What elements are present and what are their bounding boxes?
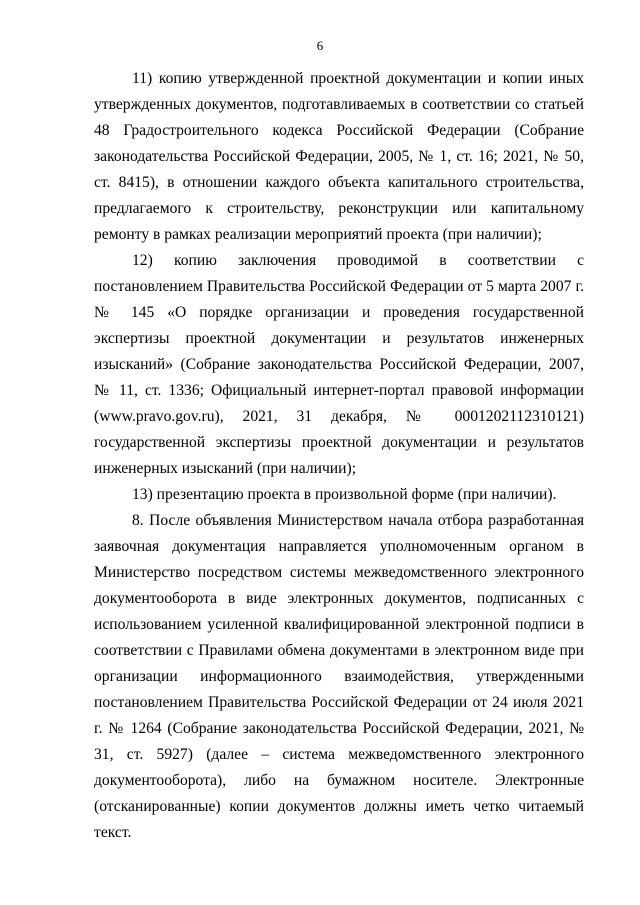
- paragraph-item-13: 13) презентацию проекта в произвольной форме (при наличии).: [132, 486, 557, 503]
- paragraph-item-12: 12) копию заключения проводимой в соответствии с постановлением Правительства Российской Федерации от 5 марта 2007 г. № 145 «О порядке организации и проведения государственной экспертизы проектной документации и результатов инженерных изысканий» (Собрание законодательства Российской Федерации, 2007, № 11, ст. 1336; Официальный интернет-портал правовой информации (www.pravo.gov.ru), 2021, 31 декабря, № 0001202112310121) государственной экспертизы проектной документации и результатов инженерных изысканий (при наличии);: [94, 252, 584, 477]
- paragraph-section-8: 8. После объявления Министерством начала отбора разработанная заявочная документация направляется уполномоченным органом в Министерство посредством системы межведомственного электронного документооборота в виде электронных документов, подписанных с использованием усиленной квалифицированной электронной подписи в соответствии с Правилами обмена документами в электронном виде при организации информационного взаимодействия, утвержденными постановлением Правительства Российской Федерации от 24 июля 2021 г. № 1264 (Собрание законодательства Российской Федерации, 2021, № 31, ст. 5927) (далее – система межведомственного электронного документооборота), либо на бумажном носителе. Электронные (отсканированные) копии документов должны иметь четко читаемый текст.: [94, 512, 584, 841]
- document-body: [94, 66, 584, 846]
- page-number: 6: [316, 38, 324, 53]
- paragraph-item-11: 11) копию утвержденной проектной документации и копии иных утвержденных документов, подготавливаемых в соответствии со статьей 48 Градостроительного кодекса Российской Федерации (Собрание законодательства Российской Федерации, 2005, № 1, ст. 16; 2021, № 50, ст. 8415), в отношении каждого объекта капитального строительства, предлагаемого к строительству, реконструкции или капитальному ремонту в рамках реализации мероприятий проекта (при наличии);: [94, 70, 584, 243]
